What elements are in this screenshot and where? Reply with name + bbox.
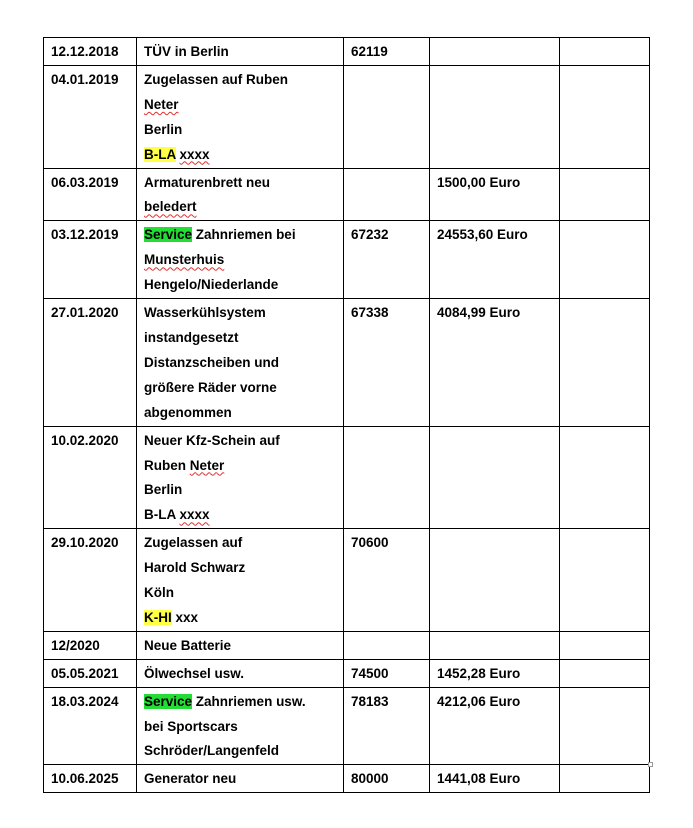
date-cell[interactable]: 27.01.2020 bbox=[44, 299, 137, 427]
cost-cell[interactable]: 1500,00 Euro bbox=[430, 168, 560, 221]
table-row bbox=[44, 687, 650, 765]
table-row bbox=[44, 168, 650, 221]
empty-cell[interactable] bbox=[560, 687, 650, 765]
table-row bbox=[44, 631, 650, 659]
empty-cell[interactable] bbox=[560, 38, 650, 66]
mileage-cell[interactable] bbox=[344, 65, 430, 168]
cost-cell[interactable]: 4212,06 Euro bbox=[430, 687, 560, 765]
spellcheck-word: beledert bbox=[144, 199, 197, 215]
date-cell[interactable]: 04.01.2019 bbox=[44, 65, 137, 168]
date-cell[interactable]: 18.03.2024 bbox=[44, 687, 137, 765]
cost-cell[interactable] bbox=[430, 426, 560, 529]
mileage-cell[interactable] bbox=[344, 426, 430, 529]
description-cell[interactable]: Neuer Kfz-Schein auf Ruben Neter Berlin B-LA xxxx bbox=[137, 426, 344, 529]
description-cell[interactable]: Zugelassen auf Ruben Neter Berlin B-LA xxxx bbox=[137, 65, 344, 168]
description-cell[interactable]: Service Zahnriemen usw. bei Sportscars Schröder/Langenfeld bbox=[137, 687, 344, 765]
date-cell[interactable]: 05.05.2021 bbox=[44, 659, 137, 687]
date-cell[interactable]: 12.12.2018 bbox=[44, 38, 137, 66]
spellcheck-word: Neter bbox=[189, 457, 225, 473]
mileage-cell[interactable] bbox=[344, 631, 430, 659]
spellcheck-word: xxxx bbox=[179, 507, 210, 523]
table-row bbox=[44, 765, 650, 793]
mileage-cell[interactable]: 67232 bbox=[344, 221, 430, 299]
table-row bbox=[44, 38, 650, 66]
empty-cell[interactable] bbox=[560, 529, 650, 632]
table-row bbox=[44, 529, 650, 632]
plate-highlight: B-LA bbox=[144, 146, 176, 162]
table-row bbox=[44, 659, 650, 687]
cost-cell[interactable] bbox=[430, 529, 560, 632]
license-plate-line: K-HI xxx bbox=[144, 609, 199, 625]
cost-cell[interactable]: 4084,99 Euro bbox=[430, 299, 560, 427]
empty-cell[interactable] bbox=[560, 631, 650, 659]
spellcheck-word: xxxx bbox=[179, 146, 210, 162]
cost-cell[interactable] bbox=[430, 38, 560, 66]
table-resize-handle[interactable] bbox=[648, 762, 653, 767]
date-cell[interactable]: 03.12.2019 bbox=[44, 221, 137, 299]
cost-cell[interactable]: 24553,60 Euro bbox=[430, 221, 560, 299]
owner-line: Ruben Neter bbox=[144, 457, 225, 473]
service-highlight: Service bbox=[144, 693, 193, 709]
mileage-cell[interactable]: 67338 bbox=[344, 299, 430, 427]
date-cell[interactable]: 29.10.2020 bbox=[44, 529, 137, 632]
cost-cell[interactable]: 1441,08 Euro bbox=[430, 765, 560, 793]
table-row bbox=[44, 426, 650, 529]
empty-cell[interactable] bbox=[560, 65, 650, 168]
empty-cell[interactable] bbox=[560, 765, 650, 793]
empty-cell[interactable] bbox=[560, 426, 650, 529]
mileage-cell[interactable] bbox=[344, 168, 430, 221]
spellcheck-word: Neter bbox=[144, 96, 179, 112]
table-row bbox=[44, 65, 650, 168]
description-cell[interactable]: Neue Batterie bbox=[137, 631, 344, 659]
cost-cell[interactable]: 1452,28 Euro bbox=[430, 659, 560, 687]
description-cell[interactable]: Armaturenbrett neu beledert bbox=[137, 168, 344, 221]
mileage-cell[interactable]: 62119 bbox=[344, 38, 430, 66]
license-plate-line bbox=[144, 143, 336, 168]
mileage-cell[interactable]: 78183 bbox=[344, 687, 430, 765]
description-cell[interactable]: TÜV in Berlin bbox=[137, 38, 344, 66]
spellcheck-word: Munsterhuis bbox=[144, 252, 225, 268]
description-cell[interactable]: Ölwechsel usw. bbox=[137, 659, 344, 687]
empty-cell[interactable] bbox=[560, 659, 650, 687]
date-cell[interactable]: 06.03.2019 bbox=[44, 168, 137, 221]
description-cell[interactable]: Service Zahnriemen bei Munsterhuis Hengelo/Niederlande bbox=[137, 221, 344, 299]
empty-cell[interactable] bbox=[560, 299, 650, 427]
table-row bbox=[44, 299, 650, 427]
license-plate-line: B-LA xxxx bbox=[144, 507, 210, 523]
table-row bbox=[44, 221, 650, 299]
date-cell[interactable]: 10.06.2025 bbox=[44, 765, 137, 793]
cost-cell[interactable] bbox=[430, 65, 560, 168]
mileage-cell[interactable]: 70600 bbox=[344, 529, 430, 632]
date-cell[interactable]: 12/2020 bbox=[44, 631, 137, 659]
mileage-cell[interactable]: 80000 bbox=[344, 765, 430, 793]
empty-cell[interactable] bbox=[560, 168, 650, 221]
service-line: Service Zahnriemen usw. bbox=[144, 693, 306, 709]
service-highlight: Service bbox=[144, 227, 193, 243]
description-cell[interactable]: Zugelassen auf Harold Schwarz Köln K-HI xxx bbox=[137, 529, 344, 632]
description-cell[interactable]: Wasserkühlsystem instandgesetzt Distanzscheiben und größere Räder vorne abgenommen bbox=[137, 299, 344, 427]
mileage-cell[interactable]: 74500 bbox=[344, 659, 430, 687]
service-history-table bbox=[43, 37, 650, 793]
service-line: Service Zahnriemen bei bbox=[144, 227, 296, 243]
plate-highlight: K-HI bbox=[144, 609, 172, 625]
cost-cell[interactable] bbox=[430, 631, 560, 659]
date-cell[interactable]: 10.02.2020 bbox=[44, 426, 137, 529]
description-cell[interactable]: Generator neu bbox=[137, 765, 344, 793]
empty-cell[interactable] bbox=[560, 221, 650, 299]
